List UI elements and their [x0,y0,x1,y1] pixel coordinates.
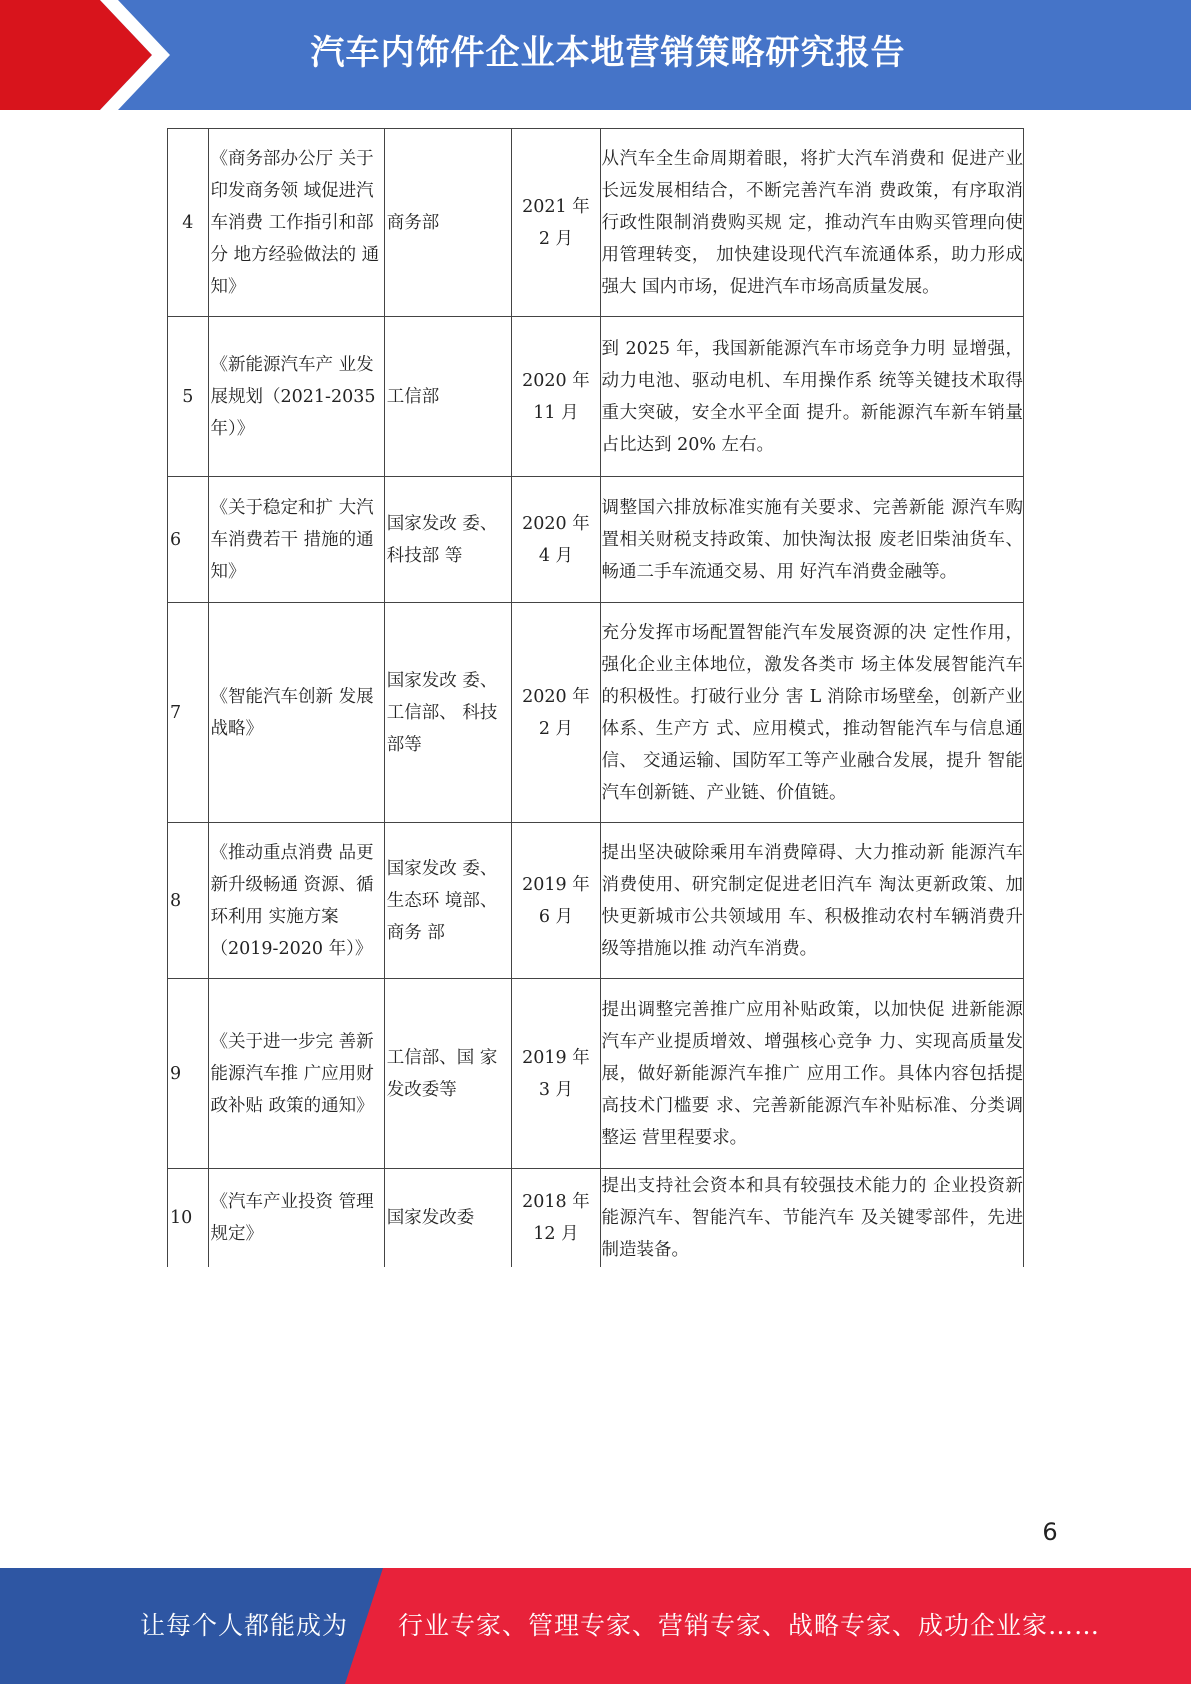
policy-title: 《关于进一步完 善新能源汽车推 广应用财政补贴 政策的通知》 [208,979,384,1169]
issue-year: 2020 年 [522,686,590,707]
document-title: 汽车内饰件企业本地营销策略研究报告 [310,33,906,73]
policy-content: 调整国六排放标准实施有关要求、完善新能 源汽车购置相关财税支持政策、加快淘汰报 废老旧柴油货车、畅通二手车流通交易、用 好汽车消费金融等。 [600,477,1023,603]
table-row [168,477,1024,603]
row-number: 5 [168,317,209,477]
policy-content: 到 2025 年，我国新能源汽车市场竞争力明 显增强，动力电池、驱动电机、车用操作系 统等关键技术取得重大突破，安全水平全面 提升。新能源汽车新车销量占比达到 20% 左右。 [600,317,1023,477]
issue-date [512,603,600,823]
row-number: 6 [168,477,209,603]
policy-title: 《汽车产业投资 管理规定》 [208,1169,384,1268]
issue-month: 2 月 [538,228,574,249]
issue-year: 2018 年 [522,1192,590,1212]
issue-year: 2019 年 [522,874,590,895]
issuing-department: 国家发改 委、科技部 等 [384,477,512,603]
issue-date [512,317,600,477]
policy-content: 充分发挥市场配置智能汽车发展资源的决 定性作用，强化企业主体地位，激发各类市 场主体发展智能汽车的积极性。打破行业分 害 L 消除市场壁垒，创新产业体系、生产方 式、应用模式，推动智能汽车与信息通信、 交通运输、国防军工等产业融合发展，提升 智能汽车创新链、产业链、价值链。 [600,603,1023,823]
row-number: 9 [168,979,209,1169]
page-footer [0,1568,1191,1684]
issue-date [512,823,600,979]
policy-table [167,128,1024,1267]
issue-month: 4 月 [538,545,574,566]
table-row [168,823,1024,979]
issue-date [512,129,600,317]
issuing-department: 国家发改委 [384,1169,512,1268]
policy-content: 提出调整完善推广应用补贴政策，以加快促 进新能源汽车产业提质增效、增强核心竞争 力、实现高质量发展，做好新能源汽车推广 应用工作。具体内容包括提高技术门槛要 求、完善新能源汽车补贴标准、分类调整运 营里程要求。 [600,979,1023,1169]
issue-year: 2019 年 [522,1047,590,1068]
issue-date [512,979,600,1169]
row-number: 7 [168,603,209,823]
issue-month: 12 月 [533,1224,579,1244]
issue-year: 2020 年 [522,513,590,534]
policy-title: 《智能汽车创新 发展战略》 [208,603,384,823]
issue-month: 2 月 [538,718,574,739]
issue-month: 3 月 [538,1079,574,1100]
table-row [168,603,1024,823]
policy-content: 从汽车全生命周期着眼，将扩大汽车消费和 促进产业长远发展相结合，不断完善汽车消 费政策，有序取消行政性限制消费购买规 定，推动汽车由购买管理向使用管理转变， 加快建设现代汽车流通体系，助力形成强大 国内市场，促进汽车市场高质量发展。 [600,129,1023,317]
issuing-department: 国家发改 委、工信部、 科技部等 [384,603,512,823]
issue-year: 2021 年 [522,196,590,217]
policy-title: 《商务部办公厅 关于印发商务领 域促进汽车消费 工作指引和部分 地方经验做法的 通知》 [208,129,384,317]
issuing-department: 工信部、国 家发改委等 [384,979,512,1169]
row-number: 8 [168,823,209,979]
issue-date [512,1169,600,1268]
issue-month: 6 月 [538,906,574,927]
page-header [0,0,1191,110]
issue-year: 2020 年 [522,370,590,391]
table-row [168,317,1024,477]
policy-content: 提出支持社会资本和具有较强技术能力的 企业投资新能源汽车、智能汽车、节能汽车 及关键零部件，先进制造装备。 [600,1169,1023,1268]
issue-month: 11 月 [533,402,579,423]
row-number: 4 [168,129,209,317]
issue-date [512,477,600,603]
policy-title: 《推动重点消费 品更新升级畅通 资源、循环利用 实施方案（2019-2020 年）》 [208,823,384,979]
table-row [168,1169,1024,1268]
page-number: 6 [1042,1518,1058,1546]
table-row [168,129,1024,317]
issuing-department: 工信部 [384,317,512,477]
policy-title: 《新能源汽车产 业发展规划（2021-2035 年）》 [208,317,384,477]
footer-slogan-left: 让每个人都能成为 [140,1611,349,1640]
policy-content: 提出坚决破除乘用车消费障碍、大力推动新 能源汽车消费使用、研究制定促进老旧汽车 淘汰更新政策、加快更新城市公共领域用 车、积极推动农村车辆消费升级等措施以推 动汽车消费。 [600,823,1023,979]
issuing-department: 国家发改 委、生态环 境部、商务 部 [384,823,512,979]
table-row [168,979,1024,1169]
issuing-department: 商务部 [384,129,512,317]
footer-slogan-right: 行业专家、管理专家、营销专家、战略专家、成功企业家…… [398,1611,1101,1640]
policy-title: 《关于稳定和扩 大汽车消费若干 措施的通知》 [208,477,384,603]
row-number: 10 [168,1169,209,1268]
